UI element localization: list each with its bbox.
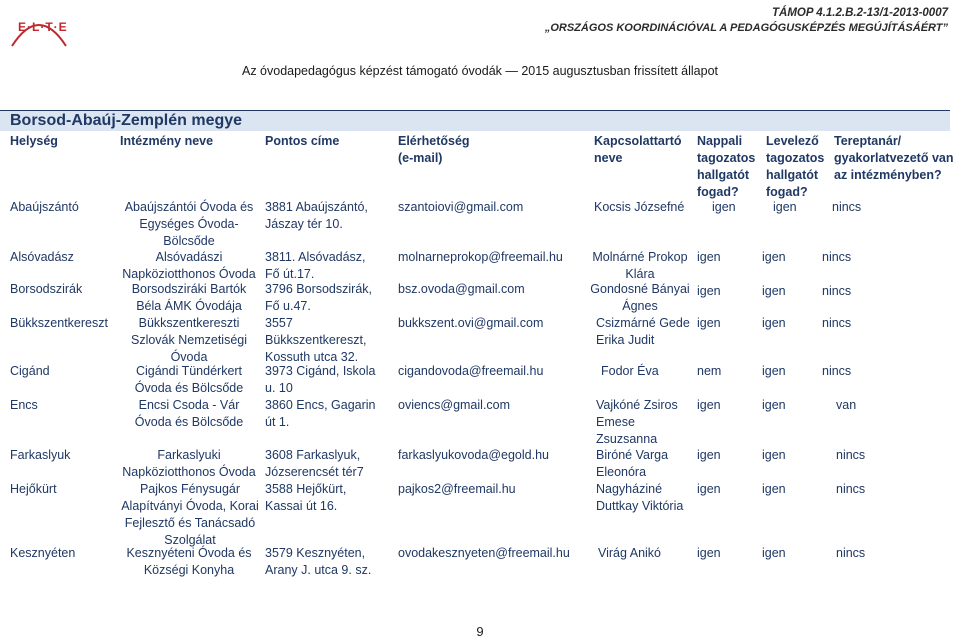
cell-day: igen [697,546,721,560]
cell-evening: igen [762,398,786,412]
cell-mentor: nincs [836,448,866,462]
cell-contact: Gondosné Bányai Ágnes [590,282,690,313]
cell-address: 3579 Kesznyéten, Arany J. utca 9. sz. [265,546,372,577]
cell-contact: Virág Anikó [598,546,662,560]
header-contact: Kapcsolattartó neve [594,134,682,165]
cell-contact: Fodor Éva [601,364,659,378]
cell-contact: Biróné Varga Eleonóra [596,448,669,479]
cell-email: bsz.ovoda@gmail.com [398,282,525,296]
cell-email: farkaslyukovoda@egold.hu [398,448,549,462]
page-subtitle: Az óvodapedagógus képzést támogató óvodák — 2015 augusztusban frissített állapot [241,64,718,78]
header-place: Helység [10,134,58,148]
cell-institution: Alsóvadászi Napköziotthonos Óvoda [122,250,256,281]
cell-evening: igen [762,316,786,330]
cell-contact: Molnárné Prokop Klára [592,250,688,281]
cell-address: 3973 Cigánd, Iskola u. 10 [265,364,376,395]
cell-mentor: nincs [822,316,852,330]
cell-evening: igen [762,284,786,298]
cell-address: 3860 Encs, Gagarin út 1. [265,398,376,429]
cell-email: cigandovoda@freemail.hu [398,364,544,378]
cell-evening: igen [762,482,786,496]
cell-evening: igen [762,364,786,378]
cell-place: Bükkszentkereszt [10,316,108,330]
cell-day: igen [697,482,721,496]
project-code: TÁMOP 4.1.2.B.2-13/1-2013-0007 [772,7,948,19]
cell-evening: igen [762,250,786,264]
header-evening: Levelező tagozatos hallgatót fogad? [766,134,825,199]
cell-day: igen [712,200,736,214]
cell-email: oviencs@gmail.com [398,398,511,412]
table-header [0,131,954,199]
cell-institution: Cigándi Tündérkert Óvoda és Bölcsőde [134,364,244,395]
cell-day: igen [697,284,721,298]
cell-contact: Csizmárné Gede Erika Judit [596,316,690,347]
header-email: Elérhetőség (e-mail) [398,134,470,165]
project-header [545,6,948,36]
header-address: Pontos címe [265,134,340,148]
cell-institution: Borsodsziráki Bartók Béla ÁMK Óvodája [131,282,247,313]
cell-email: pajkos2@freemail.hu [398,482,516,496]
cell-place: Kesznyéten [10,546,76,560]
cell-place: Cigánd [10,364,50,378]
cell-evening: igen [762,546,786,560]
cell-mentor: nincs [836,482,866,496]
cell-contact: Kocsis Józsefné [594,200,685,214]
cell-mentor: nincs [822,250,852,264]
region-banner [0,110,950,131]
cell-day: igen [697,448,721,462]
logo-text: E·L·T·E [18,20,68,34]
cell-place: Hejőkürt [10,482,57,496]
cell-address: 3881 Abaújszántó, Jászay tér 10. [265,200,368,231]
cell-place: Farkaslyuk [10,448,71,462]
cell-mentor: nincs [822,284,852,298]
cell-address: 3796 Borsodszirák, Fő u.47. [265,282,373,313]
cell-evening: igen [762,448,786,462]
page-number: 9 [476,624,484,639]
cell-mentor: nincs [832,200,862,214]
cell-institution: Abaújszántói Óvoda és Egységes Óvoda-Bölcsőde [124,200,254,248]
cell-address: 3588 Hejőkürt, Kassai út 16. [265,482,347,513]
cell-place: Encs [10,398,38,412]
project-title: „ORSZÁGOS KOORDINÁCIÓVAL A PEDAGÓGUSKÉPZÉS MEGÚJÍTÁSÁÉRT” [544,22,948,34]
cell-day: igen [697,250,721,264]
cell-email: ovodakesznyeten@freemail.hu [398,546,570,560]
header-day: Nappali tagozatos hallgatót fogad? [697,134,756,199]
cell-address: 3811. Alsóvadász, Fő út.17. [265,250,366,281]
cell-email: molnarneprokop@freemail.hu [398,250,563,264]
header-mentor: Tereptanár/ gyakorlatvezető van az intézményben? [834,134,954,182]
cell-mentor: nincs [836,546,866,560]
cell-mentor: van [836,398,857,412]
cell-place: Borsodszirák [10,282,83,296]
cell-address: 3608 Farkaslyuk, Józserencsét tér7 [265,448,364,479]
cell-institution: Kesznyéteni Óvoda és Községi Konyha [126,546,252,577]
cell-email: szantoiovi@gmail.com [398,200,524,214]
cell-institution: Pajkos Fénysugár Alapítványi Óvoda, Korai Fejlesztő és Tanácsadó Szolgálat [121,482,259,547]
header-institution: Intézmény neve [120,134,214,148]
cell-place: Alsóvadász [10,250,74,264]
cell-contact: Vajkóné Zsiros Emese Zsuzsanna [596,398,678,446]
cell-institution: Farkaslyuki Napköziotthonos Óvoda [122,448,256,479]
cell-email: bukkszent.ovi@gmail.com [398,316,544,330]
cell-day: igen [697,316,721,330]
cell-institution: Bükkszentkereszti Szlovák Nemzetiségi Óvoda [130,316,247,364]
cell-day: nem [697,364,722,378]
cell-contact: Nagyháziné Duttkay Viktória [596,482,684,513]
cell-institution: Encsi Csoda - Vár Óvoda és Bölcsőde [134,398,244,429]
cell-place: Abaújszántó [10,200,79,214]
cell-address: 3557 Bükkszentkereszt, Kossuth utca 32. [265,316,367,364]
region-title: Borsod-Abaúj-Zemplén megye [10,112,243,129]
cell-day: igen [697,398,721,412]
cell-mentor: nincs [822,364,852,378]
cell-evening: igen [773,200,797,214]
